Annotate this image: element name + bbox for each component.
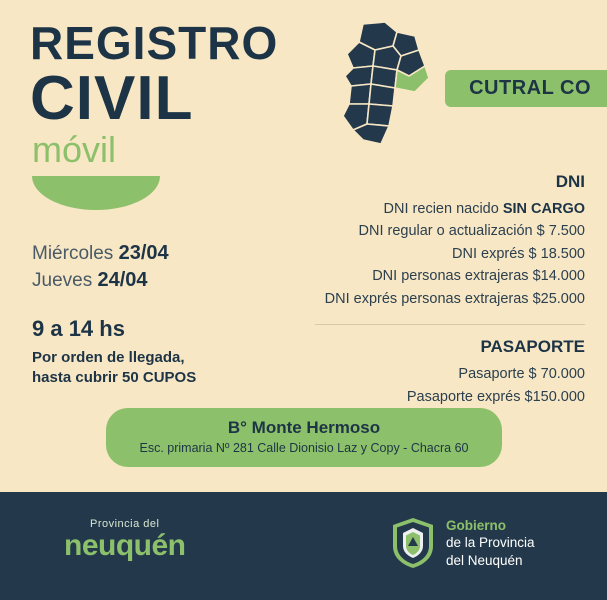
provincia-label: Provincia del	[90, 518, 160, 530]
dni-heading: DNI	[555, 172, 585, 191]
dni-item	[315, 198, 585, 220]
government-text	[446, 517, 535, 570]
left-column	[30, 17, 350, 388]
date-day-label: Jueves	[32, 269, 93, 291]
dni-price-block	[315, 172, 585, 310]
date-row	[32, 240, 350, 267]
location-tag: CUTRAL CO	[445, 70, 607, 107]
dni-item: DNI exprés personas extrajeras $25.000	[324, 290, 585, 307]
order-line-2: hasta cubrir 50 CUPOS	[32, 368, 197, 386]
dni-item-value: SIN CARGO	[502, 201, 585, 217]
neuquen-wordmark: neuquén	[64, 529, 186, 562]
price-divider	[315, 324, 585, 325]
order-info	[32, 348, 350, 389]
date-row	[32, 267, 350, 294]
order-line-1: Por orden de llegada,	[32, 348, 185, 366]
government-brand	[390, 516, 535, 570]
title-movil: móvil	[32, 128, 117, 170]
dni-item: DNI exprés $ 18.500	[452, 245, 585, 262]
address-banner	[106, 408, 502, 467]
dni-item: DNI regular o actualización $ 7.500	[358, 223, 585, 240]
address-title: B° Monte Hermoso	[227, 418, 381, 437]
dni-item: DNI personas extrajeras $14.000	[372, 268, 585, 285]
date-day-label: Miércoles	[32, 242, 114, 264]
coat-of-arms-icon	[390, 516, 436, 570]
address-detail: Esc. primaria Nº 281 Calle Dionisio Laz y Copy - Chacra 60	[139, 441, 469, 456]
pasaporte-item: Pasaporte exprés $150.000	[406, 388, 585, 405]
gov-line-3: del Neuquén	[446, 552, 523, 568]
date-value: 23/04	[118, 241, 169, 264]
title-registro: REGISTRO	[30, 17, 279, 69]
provincia-brand	[64, 518, 186, 561]
right-column	[315, 20, 591, 408]
hours-text: 9 a 14 hs	[32, 315, 125, 341]
map-container	[315, 20, 591, 150]
gov-line-1: Gobierno	[446, 517, 506, 533]
date-value: 24/04	[97, 268, 148, 291]
pasaporte-price-block	[315, 337, 585, 408]
neuquen-map-icon	[323, 20, 443, 148]
title-civil: CIVIL	[30, 63, 194, 133]
pasaporte-item: Pasaporte $ 70.000	[458, 366, 585, 383]
dni-item-label: DNI recien nacido	[383, 201, 503, 217]
gov-line-2: de la Provincia	[446, 535, 535, 551]
footer	[0, 492, 607, 600]
pasaporte-heading: PASAPORTE	[480, 337, 585, 357]
dates-block	[32, 240, 350, 294]
arc-decoration	[32, 176, 160, 210]
